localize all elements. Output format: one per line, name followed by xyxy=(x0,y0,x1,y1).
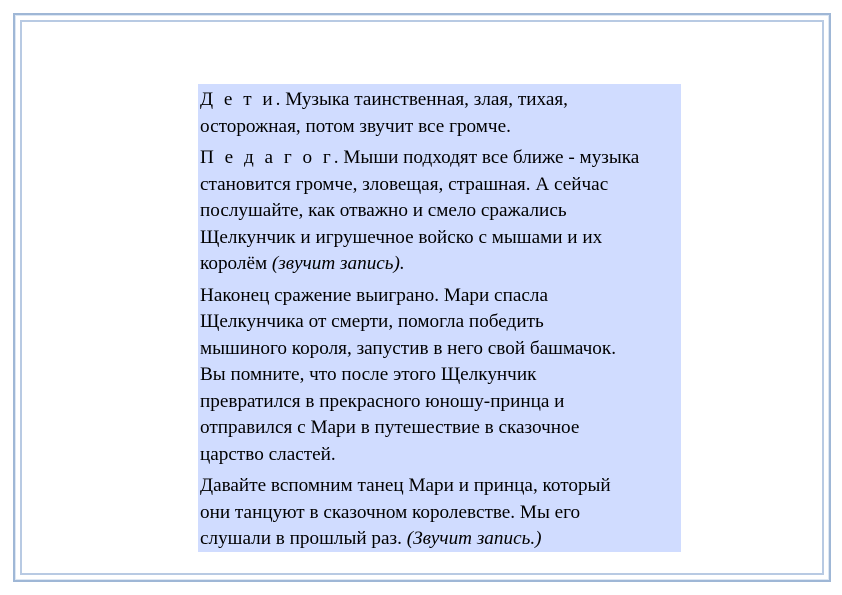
speaker-teacher: П е д а г о г xyxy=(200,147,334,168)
paragraph-teacher xyxy=(200,145,681,278)
paragraph-children xyxy=(200,87,681,140)
stage-direction: (звучит запись). xyxy=(271,253,405,274)
paragraph-battle-won xyxy=(200,283,681,469)
paragraph-text: Наконец сражение выиграно. Мари спасла Щелкунчика от смерти, помогла победить мышиного короля, запустив в него свой башмачок. Вы помните, что после этого Щелкунчик превратился в прекрасного юношу-принца и отправился с Мари в путешествие в сказочное царство сластей. xyxy=(200,284,617,465)
slide-text-block xyxy=(198,84,681,552)
paragraph-text: . Мыши подходят все ближе - музыка становится громче, зловещая, страшная. А сейчас послушайте, как отважно и смело сражались Щелкунчик и игрушечное войско с мышами и их королём xyxy=(200,147,640,274)
paragraph-dance xyxy=(200,473,681,553)
paragraph-text: Давайте вспомним танец Мари и принца, который они танцуют в сказочном королевстве. Мы его слушали в прошлый раз. xyxy=(200,475,611,549)
speaker-children: Д е т и xyxy=(200,89,276,110)
stage-direction: (Звучит запись.) xyxy=(406,528,542,549)
paragraph-text: . Музыка таинственная, злая, тихая, осторожная, потом звучит все громче. xyxy=(200,89,568,137)
